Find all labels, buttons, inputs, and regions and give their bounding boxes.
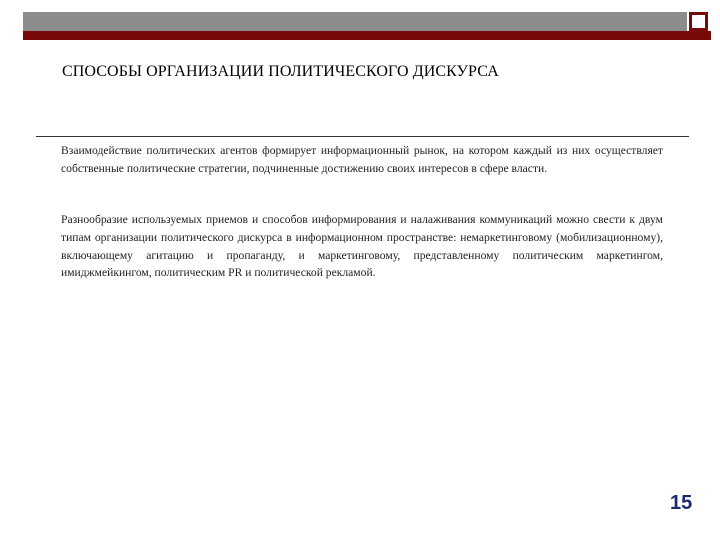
header-corner-square [689, 12, 708, 31]
page-number: 15 [670, 492, 693, 514]
paragraph-2: Разнообразие используемых приемов и способов информирования и налаживания коммуникаций можно свести к двум типам организации политического дискурса в информационном пространстве: немаркетинговому (мобилизационному), включающему агитацию и пропаганду, и маркетинговому, представленному политическим маркетингом, имиджмейкингом, политическим PR и политической рекламой. [61, 213, 663, 280]
title-divider [36, 136, 689, 137]
paragraph-1: Взаимодействие политических агентов формирует информационный рынок, на котором каждый из них осуществляет собственные политические стратегии, подчиненные достижению своих интересов в сфере власти. [61, 144, 663, 175]
slide-title: СПОСОБЫ ОРГАНИЗАЦИИ ПОЛИТИЧЕСКОГО ДИСКУРСА [62, 63, 499, 80]
header-gray-band [23, 12, 687, 31]
header-red-bar [23, 31, 711, 40]
